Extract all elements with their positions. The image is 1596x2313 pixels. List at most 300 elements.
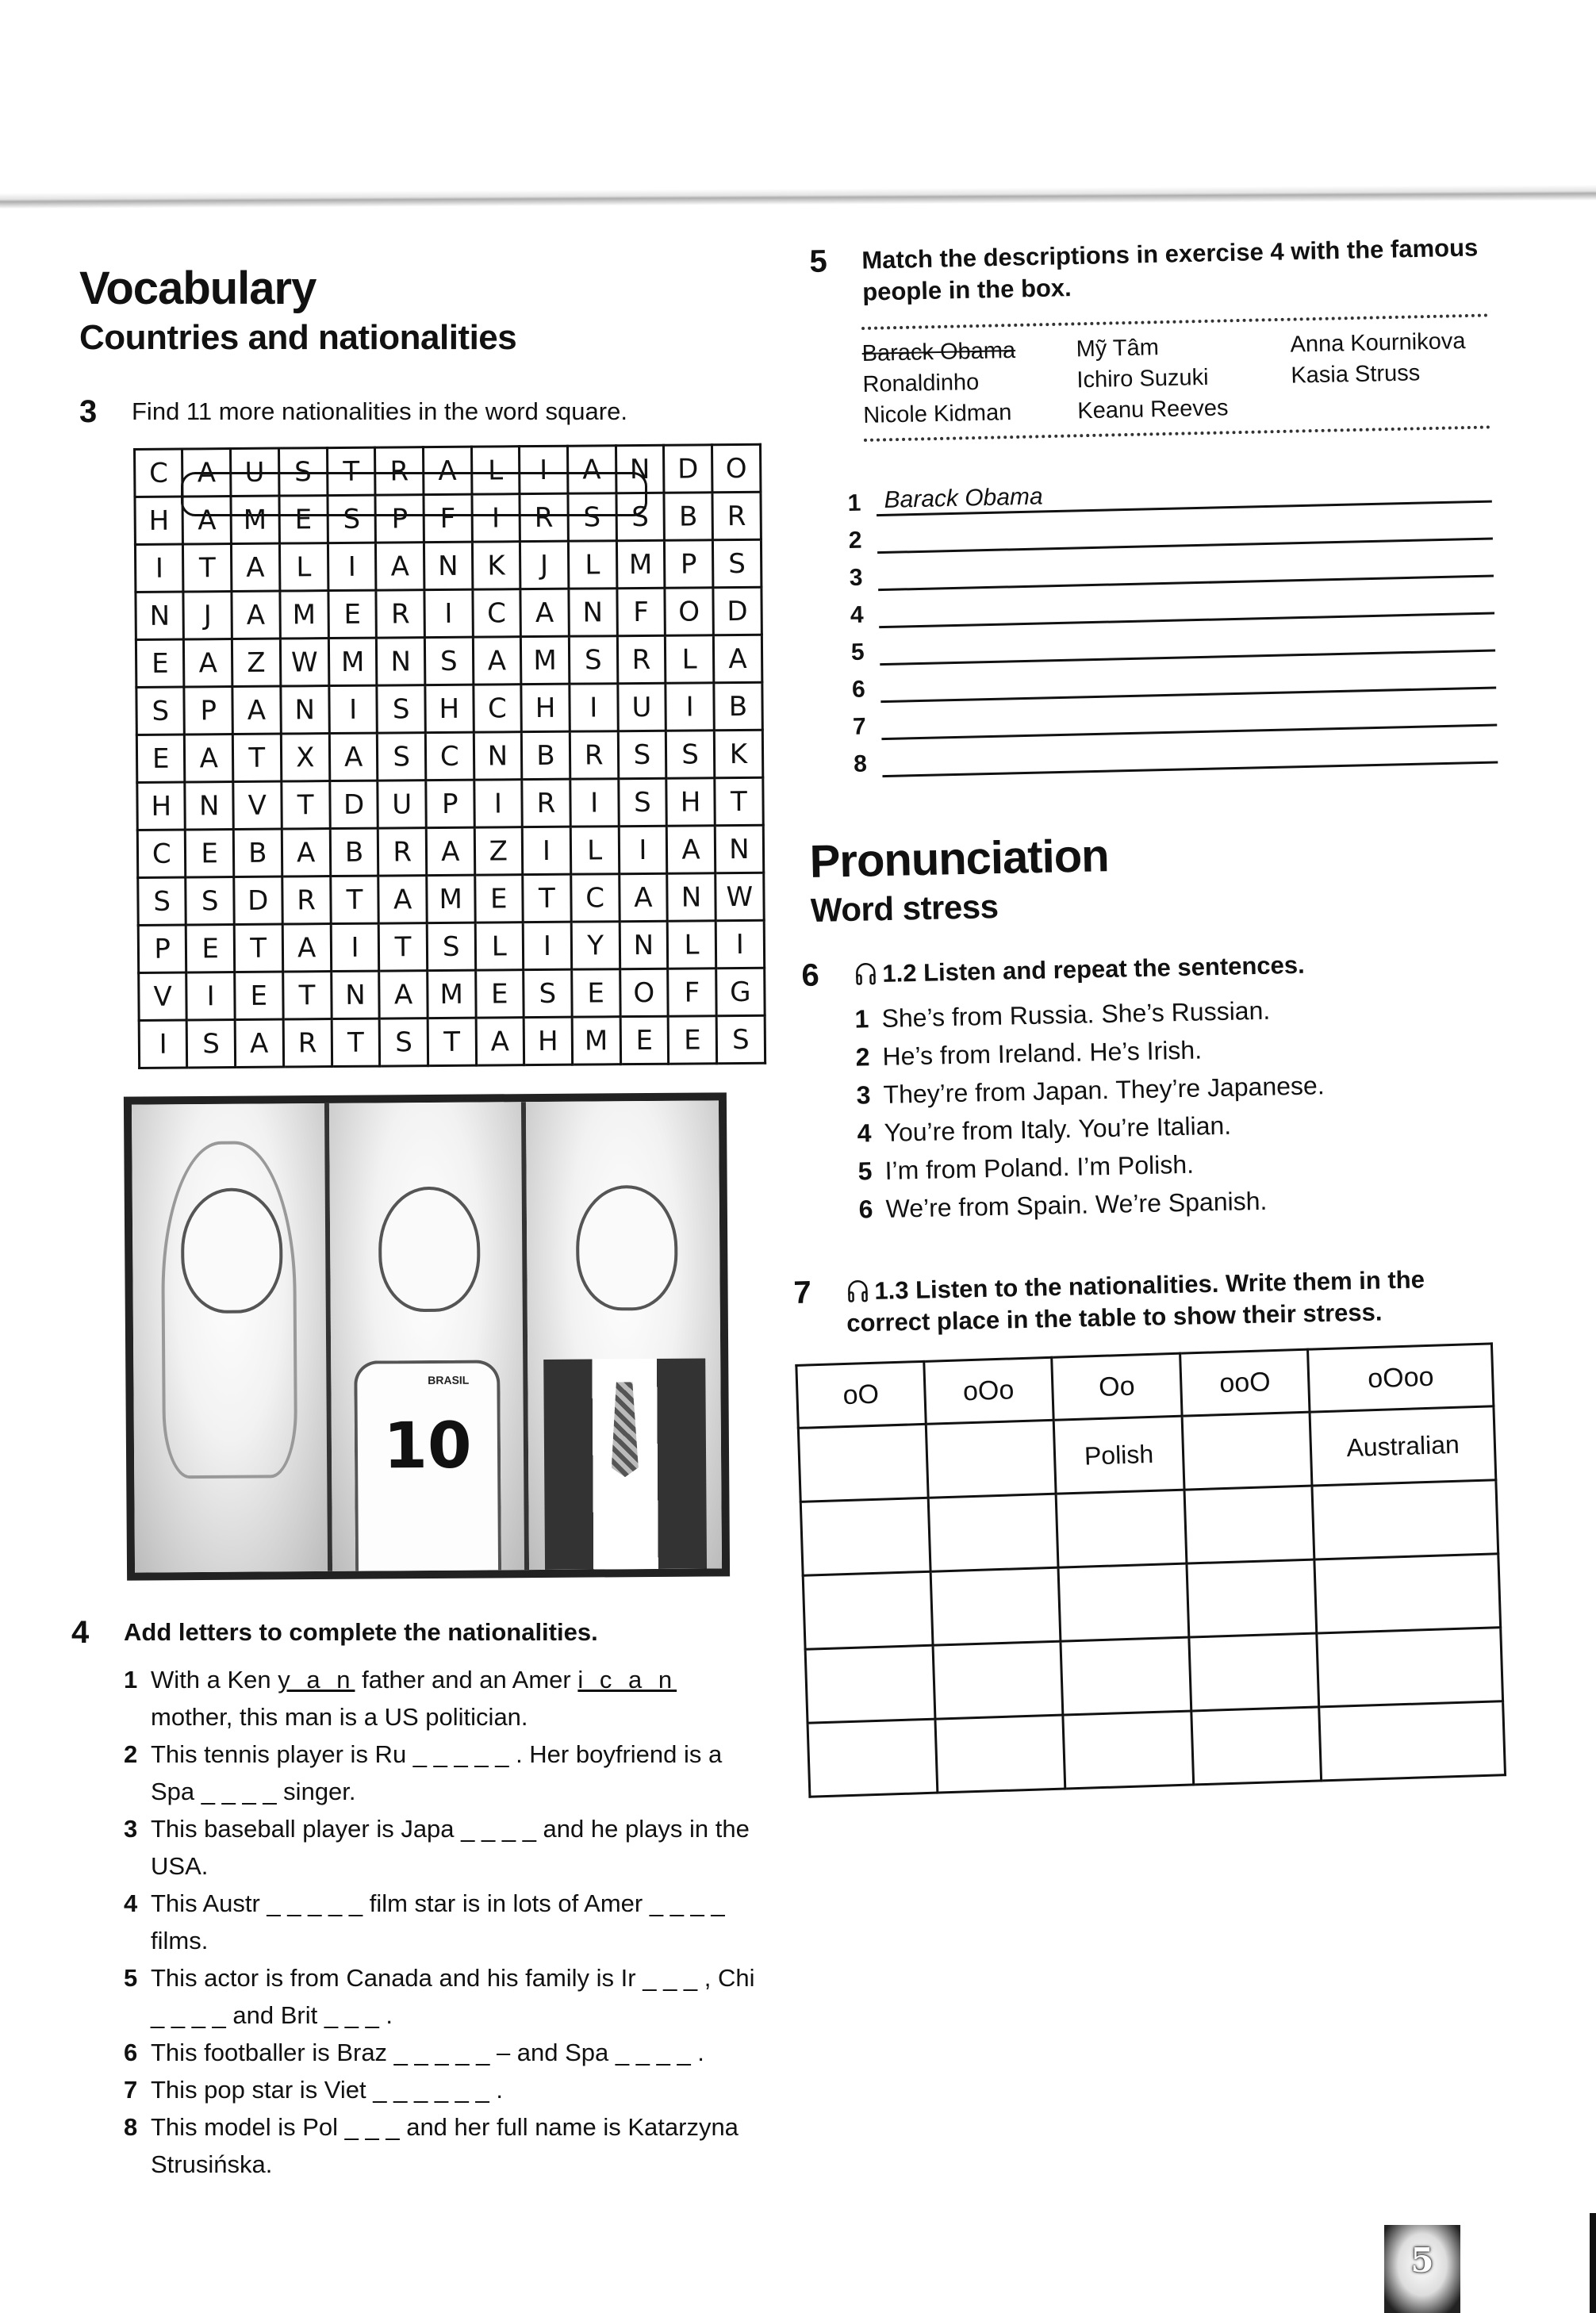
word-square-cell[interactable]: T — [232, 734, 281, 781]
word-square-cell[interactable]: Z — [474, 827, 523, 875]
word-square-cell[interactable]: S — [569, 636, 617, 684]
stress-cell[interactable] — [1312, 1480, 1498, 1559]
word-square-cell[interactable]: O — [620, 969, 668, 1016]
word-square-cell[interactable]: I — [472, 494, 520, 542]
vocabulary-title: Vocabulary — [79, 263, 317, 314]
item-number: 4 — [124, 1889, 138, 1917]
word-square-cell[interactable]: N — [569, 589, 617, 636]
word-square-cell[interactable]: A — [423, 447, 471, 494]
word-square-cell[interactable]: R — [522, 779, 570, 827]
word-square-cell[interactable]: P — [375, 495, 424, 543]
headphones-icon[interactable] — [846, 1279, 870, 1303]
word-square-row — [135, 492, 761, 544]
exercise-4-item[interactable] — [124, 2108, 762, 2183]
word-square-cell[interactable]: S — [380, 1018, 428, 1066]
word-square-cell[interactable]: A — [329, 733, 378, 781]
exercise-7-heading — [793, 1263, 1492, 1341]
exercise-number: 5 — [808, 244, 828, 279]
word-square-cell[interactable]: E — [235, 972, 283, 1019]
face-shape — [181, 1187, 283, 1314]
stress-table — [795, 1342, 1506, 1797]
word-square-cell[interactable]: A — [231, 543, 279, 591]
stress-cell[interactable] — [803, 1571, 932, 1649]
stress-pattern-header: ooO — [1180, 1349, 1310, 1416]
word-square — [79, 448, 762, 1069]
word-square-cell[interactable]: M — [616, 540, 665, 588]
text-part: With a Ken — [151, 1666, 278, 1694]
word-square-cell[interactable]: L — [570, 827, 619, 874]
word-square-cell[interactable]: D — [664, 445, 712, 493]
word-square-cell[interactable]: R — [520, 493, 568, 541]
word-square-cell[interactable]: M — [231, 496, 279, 543]
stress-cell[interactable] — [1058, 1563, 1189, 1641]
stress-cell[interactable] — [1189, 1633, 1319, 1711]
exercise-4-item[interactable] — [124, 1810, 762, 1885]
word-square-cell[interactable]: S — [618, 731, 666, 778]
word-square-cell[interactable]: T — [715, 777, 764, 825]
stress-cell[interactable] — [1314, 1554, 1500, 1633]
stress-cell[interactable] — [1187, 1559, 1317, 1637]
word-square-cell[interactable]: P — [426, 780, 474, 827]
stress-cell[interactable] — [1317, 1628, 1502, 1707]
word-square-cell[interactable]: B — [714, 682, 763, 730]
item-number: 3 — [124, 1815, 138, 1843]
word-square-cell[interactable]: S — [616, 493, 665, 540]
stress-cell[interactable] — [1191, 1707, 1322, 1785]
word-square-cell[interactable]: W — [280, 639, 329, 686]
headphones-icon[interactable] — [854, 961, 878, 986]
word-square-cell[interactable]: R — [378, 828, 427, 876]
word-square-cell[interactable]: I — [619, 826, 667, 873]
photo-woman — [132, 1103, 332, 1573]
pronunciation-heading — [809, 821, 1493, 930]
word-square-row — [136, 635, 762, 687]
word-square-cell[interactable]: I — [331, 923, 379, 971]
word-square-cell[interactable]: D — [234, 876, 282, 924]
word-square-cell[interactable]: A — [232, 591, 280, 639]
box-name: Barack Obama — [861, 337, 1016, 366]
item-number: 8 — [124, 2113, 138, 2141]
exercise-6-sentences — [854, 987, 1497, 1229]
word-square-cell[interactable]: T — [523, 874, 571, 922]
word-square-cell[interactable]: I — [186, 972, 235, 1020]
stress-cell[interactable] — [934, 1715, 1065, 1793]
word-square-cell[interactable]: U — [230, 448, 278, 496]
word-square-cell[interactable]: S — [278, 448, 328, 496]
word-square-cell[interactable]: T — [330, 876, 378, 923]
word-square-cell[interactable]: F — [616, 588, 665, 635]
item-text[interactable]: This baseball player is Japa _ _ _ _ and he plays in the USA. — [151, 1815, 757, 1880]
exercise-5-answer-lines — [847, 466, 1498, 778]
answer-blank-filled[interactable]: i c a n — [577, 1666, 677, 1694]
exercise-number: 6 — [800, 957, 820, 993]
word-square-cell[interactable]: S — [712, 539, 762, 587]
word-square-cell[interactable]: N — [474, 732, 522, 780]
pronunciation-title: Pronunciation — [809, 830, 1110, 888]
word-square-cell[interactable]: L — [475, 923, 524, 970]
word-square-cell[interactable]: C — [473, 685, 521, 732]
word-square-cell[interactable]: H — [524, 1017, 572, 1064]
word-square-cell[interactable]: O — [665, 588, 713, 635]
item-number: 4 — [857, 1118, 872, 1148]
word-square-cell[interactable]: I — [328, 543, 376, 590]
stress-cell[interactable] — [808, 1719, 937, 1797]
word-square-cell[interactable]: P — [138, 925, 186, 972]
word-square-cell[interactable]: E — [279, 496, 328, 543]
word-square-cell[interactable]: O — [712, 444, 761, 492]
word-square-cell[interactable]: I — [135, 544, 183, 592]
word-square-cell[interactable]: N — [667, 873, 716, 921]
word-square-cell[interactable]: C — [135, 449, 183, 497]
word-square-cell[interactable]: S — [666, 731, 715, 778]
item-number: 7 — [124, 2076, 138, 2104]
word-square-cell[interactable]: N — [185, 782, 233, 830]
word-square-cell[interactable]: M — [520, 636, 569, 684]
exercise-4-item[interactable] — [124, 2071, 762, 2108]
exercise-3-instruction: Find 11 more nationalities in the word square. — [132, 397, 627, 425]
word-square-cell[interactable]: I — [474, 780, 522, 827]
word-square-cell[interactable]: R — [375, 447, 424, 495]
word-square-cell[interactable]: D — [713, 587, 762, 635]
word-square-cell[interactable]: E — [620, 1016, 669, 1064]
word-square-cell[interactable]: I — [570, 779, 619, 827]
box-name: Anna Kournikova — [1290, 328, 1466, 358]
word-square-cell[interactable]: M — [428, 970, 476, 1018]
word-square-cell[interactable]: B — [233, 829, 282, 876]
line-number: 3 — [849, 564, 863, 591]
word-square-cell[interactable]: L — [667, 921, 716, 969]
word-square-cell[interactable]: T — [282, 972, 332, 1019]
word-square-cell[interactable]: M — [427, 875, 475, 923]
stress-cell[interactable] — [930, 1567, 1061, 1645]
box-name: Keanu Reeves — [1076, 395, 1229, 424]
stress-pattern-header: oOo — [923, 1357, 1053, 1424]
word-square-cell[interactable]: Z — [232, 639, 280, 686]
word-square-cell[interactable]: A — [282, 829, 331, 876]
word-square-cell[interactable]: N — [616, 445, 664, 493]
word-square-cell[interactable]: R — [712, 492, 762, 539]
box-name — [1291, 389, 1490, 420]
word-square-cell[interactable]: A — [476, 1018, 524, 1065]
text-part: mother, this man is a US politician. — [151, 1666, 684, 1731]
word-square-cell[interactable]: A — [520, 589, 569, 636]
page-top-edge — [0, 185, 1596, 209]
sentence-text: You’re from Italy. You’re Italian. — [884, 1110, 1232, 1147]
box-name: Kasia Struss — [1291, 360, 1421, 389]
word-square-cell[interactable]: N — [377, 638, 425, 685]
exercise-6-heading — [801, 946, 1492, 992]
stress-cell[interactable] — [1184, 1486, 1314, 1563]
word-square-row — [139, 968, 765, 1020]
item-number: 2 — [855, 1042, 870, 1072]
item-number: 1 — [124, 1666, 138, 1694]
word-square-cell[interactable]: H — [135, 497, 183, 544]
stress-cell[interactable] — [1319, 1701, 1505, 1781]
word-square-cell[interactable]: X — [281, 734, 330, 781]
box-name: Nicole Kidman — [863, 400, 1012, 428]
word-square-cell[interactable]: N — [331, 971, 379, 1018]
word-square-cell[interactable]: T — [281, 781, 330, 829]
answer-blank-filled[interactable]: y a n — [278, 1666, 355, 1694]
stress-cell[interactable]: Australian — [1310, 1406, 1495, 1486]
item-number: 6 — [858, 1195, 873, 1224]
item-text — [151, 1661, 762, 1736]
word-square-cell[interactable]: Y — [571, 922, 620, 969]
stress-cell[interactable] — [800, 1498, 930, 1575]
word-square-cell[interactable]: V — [233, 781, 282, 829]
face-shape — [378, 1187, 481, 1313]
exercise-7 — [793, 1263, 1502, 1798]
word-square-cell[interactable]: A — [378, 876, 427, 923]
word-square-cell[interactable]: C — [473, 589, 521, 637]
word-square-cell[interactable]: T — [332, 1018, 380, 1066]
stress-cell[interactable] — [933, 1641, 1063, 1719]
word-square-cell[interactable]: T — [428, 1018, 476, 1065]
sentence-text: She’s from Russia. She’s Russian. — [881, 995, 1271, 1033]
word-square-cell[interactable]: I — [666, 683, 714, 731]
word-square-cell[interactable]: L — [279, 543, 328, 591]
sentence-text: He’s from Ireland. He’s Irish. — [882, 1035, 1203, 1071]
exercise-4-item[interactable] — [124, 2034, 762, 2071]
exercise-5-heading — [809, 232, 1492, 309]
line-number: 6 — [851, 676, 866, 703]
line-number: 7 — [852, 713, 867, 740]
word-square-cell[interactable]: S — [377, 685, 425, 733]
word-square-cell[interactable]: S — [424, 637, 473, 685]
famous-people-photo — [124, 1092, 730, 1580]
word-square-cell[interactable]: E — [186, 925, 235, 972]
word-square-cell[interactable]: I — [523, 922, 571, 969]
word-square-cell[interactable]: S — [568, 493, 616, 541]
word-square-cell[interactable]: U — [378, 781, 426, 828]
word-square-cell[interactable]: I — [520, 446, 568, 493]
answer-input[interactable] — [882, 734, 1498, 777]
item-text[interactable]: This tennis player is Ru _ _ _ _ _ . Her boyfriend is a Spa _ _ _ _ singer. — [151, 1740, 729, 1805]
word-square-cell[interactable]: S — [427, 923, 475, 970]
word-square-cell[interactable]: S — [187, 1020, 236, 1068]
word-square-cell[interactable]: S — [138, 877, 186, 925]
word-square-cell[interactable]: A — [185, 735, 233, 782]
word-square-cell[interactable]: D — [330, 781, 378, 828]
exercise-4-item[interactable] — [124, 1959, 762, 2034]
word-square-cell[interactable]: F — [424, 494, 472, 542]
exercise-number: 4 — [71, 1615, 90, 1650]
word-square-cell[interactable]: E — [136, 639, 184, 687]
word-square-cell[interactable]: E — [571, 969, 620, 1017]
word-square-cell[interactable]: P — [184, 687, 232, 735]
item-text[interactable]: This pop star is Viet _ _ _ _ _ _ . — [151, 2076, 504, 2104]
word-square-row — [138, 873, 764, 925]
word-square-cell[interactable]: S — [618, 778, 666, 826]
word-square-cell[interactable]: B — [664, 493, 712, 540]
word-square-cell[interactable]: A — [379, 971, 428, 1018]
box-name: Ronaldinho — [862, 369, 980, 397]
word-square-cell[interactable]: S — [186, 877, 234, 925]
word-square-cell[interactable]: I — [329, 685, 378, 733]
word-square-cell[interactable]: E — [475, 970, 524, 1018]
word-square-cell[interactable]: A — [619, 873, 667, 921]
word-square-cell[interactable]: M — [328, 638, 377, 685]
photo-footballer — [329, 1102, 530, 1571]
stress-pattern-header: oOoo — [1308, 1344, 1494, 1412]
word-square-cell[interactable]: U — [617, 683, 666, 731]
word-square-cell[interactable]: A — [235, 1019, 283, 1067]
word-square-cell[interactable]: B — [521, 731, 570, 779]
word-square-row — [139, 1015, 765, 1068]
exercise-3-heading — [79, 396, 762, 428]
item-text[interactable]: This model is Pol _ _ _ and her full name is Katarzyna Strusińska. — [151, 2113, 746, 2178]
stress-cell[interactable] — [805, 1645, 934, 1723]
item-number: 5 — [124, 1964, 138, 1992]
exercise-4-item[interactable] — [124, 1736, 762, 1810]
right-column — [792, 233, 1491, 1798]
word-square-cell[interactable]: E — [136, 735, 185, 782]
exercise-number: 7 — [792, 1275, 812, 1310]
item-number: 2 — [124, 1740, 138, 1768]
word-square-cell[interactable]: S — [716, 1015, 765, 1063]
exercise-number: 3 — [79, 394, 98, 429]
word-square-cell[interactable]: C — [137, 830, 186, 877]
word-square-cell[interactable]: T — [183, 544, 232, 592]
item-text[interactable]: This Austr _ _ _ _ _ film star is in lots of Amer _ _ _ _ films. — [151, 1889, 732, 1954]
word-square-cell[interactable]: W — [716, 873, 765, 920]
exercise-4-instruction: Add letters to complete the nationalities. — [124, 1618, 598, 1646]
word-square-cell[interactable]: I — [716, 920, 765, 968]
word-square-cell[interactable]: A — [232, 686, 281, 734]
word-square-cell[interactable]: H — [137, 782, 186, 830]
word-square-row — [136, 587, 762, 639]
word-square-cell[interactable]: A — [426, 827, 474, 875]
word-square-cell[interactable]: F — [668, 969, 716, 1016]
page-number: 5 — [1384, 2225, 1460, 2313]
item-number: 3 — [856, 1080, 871, 1110]
jersey-badge: BRASIL — [428, 1373, 470, 1387]
word-square-cell[interactable]: T — [234, 924, 282, 972]
word-square-cell[interactable]: N — [620, 921, 668, 969]
word-square-cell[interactable]: I — [139, 1020, 187, 1068]
word-square-cell[interactable]: A — [713, 635, 762, 682]
stress-cell[interactable] — [926, 1420, 1056, 1498]
word-square-cell[interactable]: A — [184, 639, 232, 687]
word-square-cell[interactable]: M — [572, 1017, 620, 1064]
word-square-cell[interactable]: E — [668, 1016, 716, 1064]
stress-cell[interactable] — [1056, 1490, 1187, 1567]
word-square-cell[interactable]: A — [667, 826, 716, 873]
word-square-cell[interactable]: B — [330, 828, 378, 876]
stress-cell[interactable] — [1061, 1637, 1191, 1715]
word-square-cell[interactable]: V — [139, 972, 187, 1020]
exercise-4-items — [124, 1661, 762, 2183]
word-square-cell[interactable]: E — [328, 590, 377, 638]
word-square-cell[interactable]: P — [665, 540, 713, 588]
word-square-cell[interactable]: R — [570, 731, 618, 779]
exercise-4-item[interactable] — [124, 1885, 762, 1959]
word-square-cell[interactable]: A — [473, 637, 521, 685]
word-square-cell[interactable]: L — [666, 635, 714, 683]
exercise-4-item — [124, 1661, 762, 1736]
word-square-grid — [133, 443, 766, 1069]
word-square-cell[interactable]: A — [282, 924, 332, 972]
stress-cell[interactable] — [798, 1424, 927, 1502]
word-square-cell[interactable]: R — [617, 635, 666, 683]
word-square-cell[interactable]: J — [183, 592, 232, 639]
item-number: 1 — [854, 1004, 869, 1034]
word-square-cell[interactable]: A — [182, 497, 231, 544]
word-square-cell[interactable]: C — [571, 874, 620, 922]
word-square-cell[interactable]: S — [524, 969, 572, 1017]
word-square-cell[interactable]: L — [471, 447, 520, 494]
word-square-cell[interactable]: I — [522, 827, 570, 874]
vocabulary-subtitle: Countries and nationalities — [79, 318, 517, 357]
word-square-cell[interactable]: R — [376, 590, 424, 638]
exercise-5-instruction: Match the descriptions in exercise 4 with the famous people in the box. — [861, 233, 1479, 306]
word-square-cell[interactable]: N — [136, 592, 184, 639]
stress-cell[interactable] — [928, 1494, 1058, 1571]
word-square-cell[interactable]: A — [376, 543, 424, 590]
word-square-cell[interactable]: R — [283, 1019, 332, 1067]
word-square-cell[interactable]: H — [521, 684, 570, 731]
word-square-cell[interactable]: G — [716, 968, 765, 1015]
answer-input[interactable]: Barack Obama — [876, 474, 1492, 517]
line-number: 1 — [847, 489, 861, 516]
word-square-cell[interactable]: N — [715, 825, 764, 873]
exercise-6-instruction: Listen and repeat the sentences. — [923, 950, 1306, 987]
word-square-cell[interactable]: S — [378, 733, 426, 781]
famous-people-box — [861, 313, 1490, 442]
word-square-cell[interactable]: H — [425, 685, 474, 732]
word-square-row — [136, 682, 762, 735]
stress-cell[interactable] — [1182, 1412, 1312, 1490]
word-square-cell[interactable]: K — [472, 542, 520, 589]
word-square-row — [138, 920, 764, 972]
line-number: 4 — [850, 601, 864, 628]
item-number: 5 — [857, 1156, 873, 1186]
word-square-cell[interactable]: J — [520, 541, 569, 589]
word-square-cell[interactable]: L — [568, 541, 616, 589]
face-shape — [575, 1185, 677, 1311]
sentence-text: I’m from Poland. I’m Polish. — [884, 1149, 1195, 1185]
item-text[interactable]: This actor is from Canada and his family is Ir _ _ _ , Chi _ _ _ _ and Brit _ _ _ . — [151, 1964, 762, 2029]
word-square-cell[interactable]: S — [136, 687, 185, 735]
word-square-row — [135, 539, 761, 592]
word-square-cell[interactable]: S — [328, 495, 376, 543]
item-text[interactable]: This footballer is Braz _ _ _ _ _ – and Spa _ _ _ _ . — [151, 2039, 704, 2066]
word-square-cell[interactable]: E — [186, 830, 234, 877]
word-square-cell[interactable]: T — [327, 447, 375, 495]
word-square-cell[interactable]: K — [714, 730, 763, 777]
line-number: 5 — [850, 639, 865, 666]
stress-cell[interactable]: Polish — [1053, 1416, 1184, 1494]
word-square-cell[interactable]: T — [379, 923, 428, 971]
stress-cell[interactable] — [1063, 1711, 1194, 1789]
word-square-cell[interactable]: M — [280, 591, 329, 639]
word-square-cell[interactable]: A — [182, 449, 231, 497]
word-square-cell[interactable]: N — [281, 686, 330, 734]
word-square-cell[interactable]: R — [282, 876, 331, 924]
word-square-cell[interactable]: C — [425, 732, 474, 780]
word-square-cell[interactable]: E — [474, 875, 523, 923]
word-square-cell[interactable]: N — [424, 542, 472, 589]
word-square-cell[interactable]: H — [666, 778, 715, 826]
sentence-text: They’re from Japan. They’re Japanese. — [883, 1071, 1325, 1109]
word-square-cell[interactable]: A — [567, 446, 616, 493]
page-edge — [1590, 2213, 1596, 2313]
word-square-cell[interactable]: I — [570, 684, 618, 731]
exercise-6 — [801, 946, 1497, 1229]
jersey-number: 10 — [382, 1408, 472, 1483]
word-square-cell[interactable]: I — [424, 589, 473, 637]
left-column — [71, 262, 762, 2183]
